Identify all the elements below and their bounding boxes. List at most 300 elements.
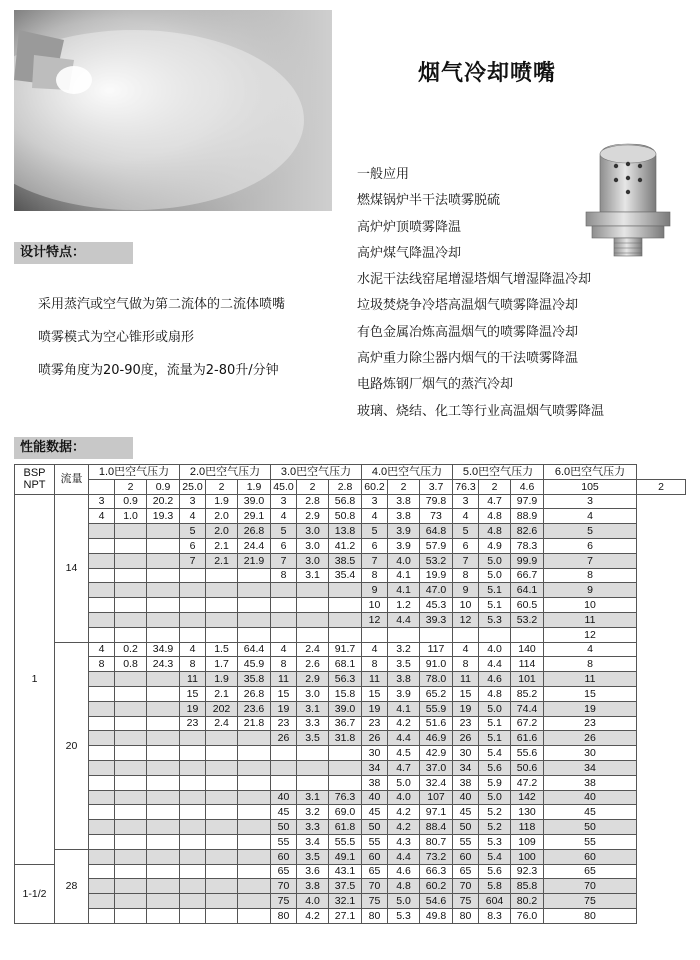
data-cell <box>238 627 271 642</box>
applications-heading: 一般应用 <box>357 167 410 182</box>
bsp-size-cell: 1 <box>15 494 55 864</box>
data-cell <box>238 849 271 864</box>
data-cell <box>238 790 271 805</box>
data-cell: 3.0 <box>297 686 329 701</box>
data-cell: 8 <box>453 568 479 583</box>
data-cell: 55.5 <box>329 834 362 849</box>
data-cell: 4 <box>180 509 206 524</box>
data-cell <box>147 834 180 849</box>
data-cell: 3.4 <box>297 834 329 849</box>
table-row <box>15 864 686 879</box>
data-cell <box>271 746 297 761</box>
data-cell <box>180 627 206 642</box>
data-cell: 97.1 <box>420 805 453 820</box>
design-feature-item: 喷雾模式为空心锥形或扇形 <box>38 330 195 345</box>
data-cell: 3.5 <box>297 731 329 746</box>
data-cell: 3.3 <box>297 716 329 731</box>
data-cell <box>206 908 238 923</box>
data-cell: 70 <box>544 879 637 894</box>
data-cell: 4 <box>271 509 297 524</box>
data-cell: 64.4 <box>238 642 271 657</box>
data-cell <box>147 820 180 835</box>
data-cell: 73 <box>420 509 453 524</box>
data-cell: 23 <box>180 716 206 731</box>
data-cell: 4.6 <box>479 672 511 687</box>
data-cell: 23 <box>453 716 479 731</box>
data-cell: 15 <box>271 686 297 701</box>
data-cell: 11 <box>544 612 637 627</box>
data-cell: 66.3 <box>420 864 453 879</box>
data-cell: 7 <box>180 553 206 568</box>
data-cell <box>89 598 115 613</box>
data-cell <box>89 701 115 716</box>
data-cell: 45 <box>544 805 637 820</box>
spray-nozzle-image <box>14 10 332 211</box>
data-cell: 45 <box>271 805 297 820</box>
data-cell <box>329 760 362 775</box>
pressure-header: 2.0巴空气压力 <box>180 465 271 480</box>
data-cell: 5.0 <box>388 775 420 790</box>
data-cell: 26 <box>544 731 637 746</box>
data-cell: 4.4 <box>388 731 420 746</box>
data-cell: 80.2 <box>511 894 544 909</box>
data-cell <box>297 627 329 642</box>
data-cell: 74.4 <box>511 701 544 716</box>
data-cell: 11 <box>453 672 479 687</box>
data-cell: 1.9 <box>238 479 271 494</box>
data-cell <box>329 583 362 598</box>
data-cell: 54.6 <box>420 894 453 909</box>
data-cell: 8 <box>544 657 637 672</box>
data-cell: 64.1 <box>511 583 544 598</box>
data-cell: 3.1 <box>297 568 329 583</box>
nozzle-product-image <box>578 138 678 262</box>
data-cell: 80 <box>362 908 388 923</box>
data-cell: 8 <box>544 568 637 583</box>
data-cell: 47.2 <box>511 775 544 790</box>
data-cell: 8 <box>362 568 388 583</box>
data-cell <box>297 583 329 598</box>
data-cell: 23 <box>271 716 297 731</box>
data-cell <box>180 568 206 583</box>
data-cell <box>238 864 271 879</box>
pressure-header: 5.0巴空气压力 <box>453 465 544 480</box>
data-cell: 8 <box>89 657 115 672</box>
data-cell: 50.6 <box>511 760 544 775</box>
data-cell <box>329 775 362 790</box>
data-cell: 0.8 <box>115 657 147 672</box>
data-cell <box>180 834 206 849</box>
design-features-list <box>38 288 285 387</box>
data-cell: 50 <box>362 820 388 835</box>
data-cell: 15 <box>362 686 388 701</box>
data-cell <box>147 775 180 790</box>
application-item: 有色金属冶炼高温烟气的喷雾降温冷却 <box>357 324 579 340</box>
data-cell <box>271 760 297 775</box>
data-cell: 40 <box>544 790 637 805</box>
data-cell: 1.9 <box>206 672 238 687</box>
data-cell: 8 <box>271 568 297 583</box>
data-cell: 7 <box>362 553 388 568</box>
data-cell: 3.8 <box>388 509 420 524</box>
data-cell <box>180 820 206 835</box>
table-row <box>15 538 686 553</box>
data-cell: 4.7 <box>479 494 511 509</box>
data-cell: 20.2 <box>147 494 180 509</box>
data-cell: 37.0 <box>420 760 453 775</box>
data-cell <box>297 760 329 775</box>
data-cell <box>147 849 180 864</box>
data-cell: 2 <box>388 479 420 494</box>
data-cell: 15 <box>453 686 479 701</box>
data-cell: 30 <box>544 746 637 761</box>
header-row <box>15 465 686 480</box>
data-cell: 19 <box>180 701 206 716</box>
data-cell: 26 <box>271 731 297 746</box>
data-cell: 75 <box>453 894 479 909</box>
data-cell: 4.4 <box>388 849 420 864</box>
data-cell: 5.1 <box>479 731 511 746</box>
flow-header: 流量 <box>55 465 89 495</box>
data-cell: 70 <box>453 879 479 894</box>
data-cell: 35.4 <box>329 568 362 583</box>
performance-table-body <box>15 465 686 924</box>
data-cell <box>297 746 329 761</box>
data-cell <box>89 790 115 805</box>
data-cell: 7 <box>453 553 479 568</box>
data-cell <box>115 716 147 731</box>
data-cell: 12 <box>453 612 479 627</box>
data-cell <box>206 583 238 598</box>
data-cell: 27.1 <box>329 908 362 923</box>
data-cell: 51.6 <box>420 716 453 731</box>
data-cell: 12 <box>544 627 637 642</box>
data-cell: 38 <box>362 775 388 790</box>
table-row <box>15 479 686 494</box>
data-cell: 73.2 <box>420 849 453 864</box>
data-cell: 4.1 <box>388 701 420 716</box>
data-cell <box>115 805 147 820</box>
data-cell: 3.2 <box>297 805 329 820</box>
data-cell: 11 <box>362 672 388 687</box>
data-cell <box>89 524 115 539</box>
data-cell: 67.2 <box>511 716 544 731</box>
data-cell <box>206 820 238 835</box>
flow-group-cell <box>89 479 115 494</box>
data-cell: 39.3 <box>420 612 453 627</box>
data-cell <box>180 598 206 613</box>
data-cell: 49.8 <box>420 908 453 923</box>
data-cell: 10 <box>453 598 479 613</box>
data-cell <box>147 553 180 568</box>
data-cell <box>180 746 206 761</box>
data-cell: 11 <box>544 672 637 687</box>
data-cell <box>238 834 271 849</box>
table-row <box>15 568 686 583</box>
data-cell: 31.8 <box>329 731 362 746</box>
data-cell: 2.8 <box>297 494 329 509</box>
data-cell: 4.0 <box>388 790 420 805</box>
data-cell: 65 <box>453 864 479 879</box>
data-cell <box>115 627 147 642</box>
data-cell: 19.3 <box>147 509 180 524</box>
data-cell <box>89 805 115 820</box>
data-cell <box>206 746 238 761</box>
data-cell: 80.7 <box>420 834 453 849</box>
data-cell: 76.3 <box>453 479 479 494</box>
data-cell: 6 <box>362 538 388 553</box>
data-cell: 30 <box>453 746 479 761</box>
data-cell <box>147 894 180 909</box>
data-cell <box>297 598 329 613</box>
data-cell: 5.0 <box>479 790 511 805</box>
data-cell <box>180 583 206 598</box>
application-item: 高炉重力除尘器内烟气的干法喷雾降温 <box>357 351 579 367</box>
data-cell: 5.0 <box>479 701 511 716</box>
data-cell <box>115 790 147 805</box>
table-row <box>15 760 686 775</box>
data-cell <box>115 583 147 598</box>
data-cell <box>271 583 297 598</box>
data-cell: 4.2 <box>388 820 420 835</box>
table-row <box>15 701 686 716</box>
data-cell <box>420 627 453 642</box>
data-cell: 8 <box>271 657 297 672</box>
data-cell <box>238 820 271 835</box>
data-cell: 3.1 <box>297 790 329 805</box>
data-cell: 55 <box>271 834 297 849</box>
data-cell: 3.0 <box>297 553 329 568</box>
data-cell <box>147 627 180 642</box>
data-cell <box>297 612 329 627</box>
data-cell <box>147 760 180 775</box>
data-cell: 45.9 <box>238 657 271 672</box>
data-cell: 2.0 <box>206 509 238 524</box>
data-cell <box>115 568 147 583</box>
spray-photo <box>14 10 332 211</box>
data-cell <box>180 864 206 879</box>
data-cell: 3.5 <box>388 657 420 672</box>
data-cell <box>115 864 147 879</box>
data-cell: 142 <box>511 790 544 805</box>
applications-list <box>357 162 604 425</box>
data-cell <box>238 731 271 746</box>
data-cell <box>89 612 115 627</box>
data-cell: 76.3 <box>329 790 362 805</box>
data-cell: 5.2 <box>479 805 511 820</box>
data-cell <box>180 612 206 627</box>
data-cell <box>147 716 180 731</box>
data-cell <box>89 908 115 923</box>
data-cell: 38 <box>544 775 637 790</box>
data-cell: 19.9 <box>420 568 453 583</box>
design-feature-item: 喷雾角度为20-90度，流量为2-80升/分钟 <box>38 363 279 378</box>
data-cell: 65 <box>271 864 297 879</box>
data-cell: 7 <box>271 553 297 568</box>
data-cell: 5.6 <box>479 760 511 775</box>
data-cell: 4 <box>271 642 297 657</box>
table-row <box>15 524 686 539</box>
data-cell: 3.5 <box>297 849 329 864</box>
data-cell: 55 <box>453 834 479 849</box>
data-cell: 34 <box>544 760 637 775</box>
data-cell: 37.5 <box>329 879 362 894</box>
data-cell: 5 <box>544 524 637 539</box>
data-cell <box>115 775 147 790</box>
data-cell <box>89 716 115 731</box>
data-cell: 76.0 <box>511 908 544 923</box>
data-cell <box>238 894 271 909</box>
data-cell: 4.9 <box>479 538 511 553</box>
data-cell: 5.3 <box>479 834 511 849</box>
data-cell <box>180 775 206 790</box>
table-row <box>15 583 686 598</box>
data-cell: 5.1 <box>479 716 511 731</box>
flow-group-cell: 14 <box>55 494 89 642</box>
data-cell: 4.4 <box>479 657 511 672</box>
data-cell: 40 <box>362 790 388 805</box>
data-cell: 56.3 <box>329 672 362 687</box>
data-cell: 3.8 <box>297 879 329 894</box>
data-cell: 75 <box>544 894 637 909</box>
data-cell: 4.0 <box>388 553 420 568</box>
data-cell <box>89 553 115 568</box>
data-cell: 3.2 <box>388 642 420 657</box>
data-cell: 8 <box>362 657 388 672</box>
data-cell: 40 <box>271 790 297 805</box>
data-cell: 10 <box>362 598 388 613</box>
data-cell <box>115 731 147 746</box>
data-cell: 4.6 <box>388 864 420 879</box>
data-cell <box>206 568 238 583</box>
data-cell: 12 <box>362 612 388 627</box>
data-cell <box>89 760 115 775</box>
data-cell <box>89 879 115 894</box>
data-cell: 1.9 <box>206 494 238 509</box>
data-cell <box>329 612 362 627</box>
data-cell: 5 <box>453 524 479 539</box>
data-cell: 55.6 <box>511 746 544 761</box>
data-cell <box>206 879 238 894</box>
data-cell <box>115 820 147 835</box>
table-row <box>15 805 686 820</box>
data-cell: 53.2 <box>420 553 453 568</box>
data-cell: 1.5 <box>206 642 238 657</box>
data-cell: 5.4 <box>479 746 511 761</box>
data-cell: 4 <box>544 642 637 657</box>
data-cell: 4.6 <box>511 479 544 494</box>
design-features-heading: 设计特点： <box>14 242 133 264</box>
data-cell: 5.0 <box>479 553 511 568</box>
data-cell: 2.1 <box>206 538 238 553</box>
data-cell: 4.0 <box>297 894 329 909</box>
flow-group-cell: 28 <box>55 849 89 923</box>
data-cell <box>115 686 147 701</box>
data-cell: 79.8 <box>420 494 453 509</box>
pressure-header: 4.0巴空气压力 <box>362 465 453 480</box>
data-cell: 4.1 <box>388 568 420 583</box>
data-cell: 100 <box>511 849 544 864</box>
data-cell <box>206 627 238 642</box>
data-cell: 101 <box>511 672 544 687</box>
data-cell: 6 <box>180 538 206 553</box>
data-cell: 6 <box>453 538 479 553</box>
pressure-header: 6.0巴空气压力 <box>544 465 637 480</box>
data-cell <box>147 731 180 746</box>
data-cell: 1.7 <box>206 657 238 672</box>
data-cell <box>115 879 147 894</box>
data-cell: 61.8 <box>329 820 362 835</box>
data-cell <box>206 731 238 746</box>
data-cell: 34 <box>362 760 388 775</box>
data-cell <box>479 627 511 642</box>
table-row <box>15 612 686 627</box>
data-cell: 43.1 <box>329 864 362 879</box>
data-cell: 6 <box>544 538 637 553</box>
data-cell <box>147 583 180 598</box>
data-cell: 107 <box>420 790 453 805</box>
data-cell <box>147 612 180 627</box>
data-cell: 85.2 <box>511 686 544 701</box>
data-cell <box>180 760 206 775</box>
data-cell: 32.4 <box>420 775 453 790</box>
data-cell: 0.9 <box>115 494 147 509</box>
data-cell: 26 <box>453 731 479 746</box>
data-cell: 3.6 <box>297 864 329 879</box>
data-cell: 88.9 <box>511 509 544 524</box>
table-row <box>15 908 686 923</box>
data-cell: 55 <box>362 834 388 849</box>
data-cell: 57.9 <box>420 538 453 553</box>
data-cell <box>206 894 238 909</box>
data-cell: 91.7 <box>329 642 362 657</box>
data-cell: 2.0 <box>206 524 238 539</box>
table-row <box>15 686 686 701</box>
data-cell: 23.6 <box>238 701 271 716</box>
data-cell <box>115 849 147 864</box>
data-cell <box>297 775 329 790</box>
data-cell: 78.3 <box>511 538 544 553</box>
data-cell: 78.0 <box>420 672 453 687</box>
data-cell: 60 <box>453 849 479 864</box>
data-cell: 65.2 <box>420 686 453 701</box>
table-row <box>15 790 686 805</box>
data-cell <box>238 908 271 923</box>
data-cell: 3 <box>544 494 637 509</box>
application-item: 燃煤锅炉半干法喷雾脱硫 <box>357 193 501 209</box>
table-row <box>15 642 686 657</box>
data-cell: 4.8 <box>479 524 511 539</box>
data-cell <box>89 834 115 849</box>
data-cell <box>89 583 115 598</box>
data-cell <box>89 849 115 864</box>
table-row <box>15 775 686 790</box>
data-cell: 2.1 <box>206 686 238 701</box>
data-cell: 3.1 <box>297 701 329 716</box>
data-cell: 4.8 <box>388 879 420 894</box>
data-cell: 3 <box>89 494 115 509</box>
data-cell: 60 <box>271 849 297 864</box>
data-cell <box>238 775 271 790</box>
data-cell: 13.8 <box>329 524 362 539</box>
data-cell: 60 <box>544 849 637 864</box>
data-cell <box>89 894 115 909</box>
data-cell <box>329 598 362 613</box>
data-cell: 26 <box>362 731 388 746</box>
page-title: 烟气冷却喷嘴 <box>418 61 557 86</box>
data-cell: 15.8 <box>329 686 362 701</box>
data-cell: 91.0 <box>420 657 453 672</box>
